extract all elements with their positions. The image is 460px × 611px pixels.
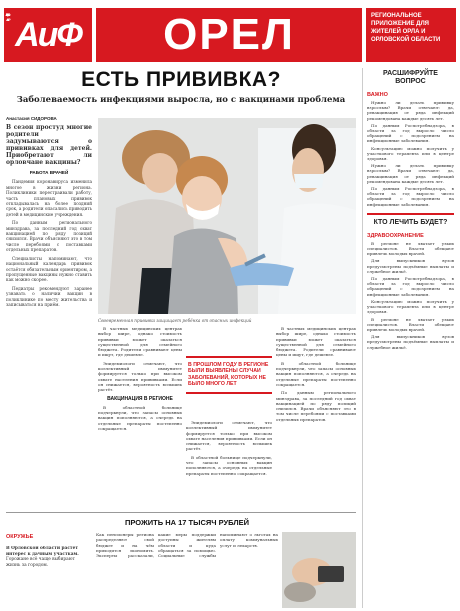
issue-number: № 16 | 2022 (6, 12, 7, 17)
bottom-tag: ОКРУЖЬЕ (6, 534, 34, 540)
sidebar-tag: ВАЖНО (367, 92, 388, 98)
paragraph: В областной больнице подчеркнули, что запасы основных вакцин пополняются, а очередь на отдельные препараты постепенно сокращается. (186, 454, 272, 476)
sidebar-tag-2: ЗДРАВООХРАНЕНИЕ (367, 232, 424, 239)
article-lead: В сезон простуд многие родители задумываются о прививках для детей. Приобретают ли орловчане вакцины? (6, 124, 92, 166)
vaccination-photo (98, 118, 356, 314)
sidebar-divider (367, 213, 454, 215)
paragraph: В областной больнице подчеркнули, что запасы основных вакцин пополняются, а очередь на отдельные препараты постепенно сокращается. (276, 360, 356, 387)
aif-logo[interactable] (4, 8, 92, 62)
article-column-3 (276, 326, 356, 512)
paragraph: Эпидемиологи отмечают, что коллективный иммунитет формируется только при высоком охвате населения прививками. Если он снижается, вероятность вспышек растёт. (98, 360, 182, 393)
paragraph: Нужно ли делать прививку взрослым? Врачи отвечают: да, ревакцинация от ряда инфекций рекомендована каждые десять лет. (367, 100, 454, 121)
paragraph: По данным регионального минздрава, за последний год охват вакцинацией по ряду позиций снизился. Врачи объясняют это в том числе перебоями с поставками отдельных препаратов. (276, 390, 356, 422)
paragraph: Для выпускников вузов предусмотрены подъёмные выплаты и служебное жильё. (367, 258, 454, 274)
left-column (6, 124, 92, 502)
bottom-left-text (6, 546, 88, 608)
paragraph: В регионе не хватает узких специалистов. Власти обещают привлечь молодых врачей. (367, 240, 454, 257)
byline: Анастасия СИДОРОВА (6, 116, 57, 121)
paragraph: Педиатры рекомендуют заранее узнавать о наличии вакцин в поликлинике по месту жительства и записываться на приём. (6, 285, 92, 307)
bottom-lead: В Орловской области растёт интерес к дачным участкам. (6, 546, 79, 557)
dateline (6, 12, 9, 22)
photo-illustration (98, 118, 356, 314)
paragraph: По данным Роспотребнадзора, в области за год выросло число обращений с подозрением на инфекционные заболевания. (367, 186, 454, 207)
article-headline[interactable]: ЕСТЬ ПРИВИВКА? (81, 68, 281, 91)
paragraph: По данным регионального минздрава, за последний год охват вакцинацией по ряду позиций снизился. Врачи объясняют это в том числе перебоями с поставками отдельных препаратов. (6, 220, 92, 253)
paragraph: Консультацию можно получить у участкового терапевта или в центре здоровья. (367, 145, 454, 162)
city-name: ОРЕЛ (163, 10, 295, 59)
paragraph: В частных медицинских центрах выбор шире, однако стоимость прививки может оказаться существенной для семейного бюджета. Родители сравнивают цены и ищут, где дешевле. (276, 326, 356, 358)
logo-text: АиФ (15, 15, 81, 54)
paragraph: В частных медицинских центрах выбор шире, однако стоимость прививки может оказаться существенной для семейного бюджета. Родители сравнивают цены и ищут, где дешевле. (98, 326, 182, 358)
paragraph: По данным Роспотребнадзора, в области за год выросло число обращений с подозрением на инфекционные заболевания. (367, 122, 454, 144)
region-box: РЕГИОНАЛЬНОЕ ПРИЛОЖЕНИЕ ДЛЯ ЖИТЕЛЕЙ ОРЛА И ОРЛОВСКОЙ ОБЛАСТИ (366, 8, 456, 62)
sidebar-text (367, 100, 454, 207)
section-heading: РАБОТА ВРАЧЕЙ (29, 170, 69, 175)
paragraph: В областной больнице подчеркнули, что запасы основных вакцин пополняются, а очередь на отдельные препараты постепенно сокращается. (98, 404, 182, 432)
pull-quote: В ПРОШЛОМ ГОДУ В РЕГИОНЕ БЫЛИ ВЫЯВЛЕНЫ СЛУЧАИ ЗАБОЛЕВАНИЙ, КОТОРЫХ НЕ БЫЛО МНОГО ЛЕТ (186, 356, 272, 394)
article-header (6, 68, 356, 105)
paragraph: По данным Роспотребнадзора, в области за год выросло число обращений с подозрением на инфекционные заболевания. (367, 276, 454, 297)
masthead (4, 6, 456, 64)
bottom-headline[interactable]: ПРОЖИТЬ НА 17 ТЫСЯЧ РУБЛЕЙ (124, 518, 250, 527)
bottom-article-text: Как пенсионеры региона распределяют свой бюджет и на чём приходится экономить. Эксперты рассказали, какие меры поддержки доступны жителям области и куда обращаться за помощью. Социальные службы напоминают о льготах на оплату коммунальных услуг и лекарств. (96, 532, 278, 559)
bottom-divider (6, 512, 356, 513)
article-subhead: Заболеваемость инфекциями выросла, но с вакцинами проблема (16, 95, 346, 105)
paragraph: В регионе не хватает узких специалистов. Власти обещают привлечь молодых врачей. (367, 316, 454, 332)
paragraph: Консультацию можно получить у участкового терапевта или в центре здоровья. (367, 298, 454, 315)
article-column-2 (186, 420, 272, 512)
paragraph: Специалисты напоминают, что национальный календарь прививок остаётся обязательным ориентиром, а пропущенные вакцины нужно ставить как можно скорее. (6, 255, 92, 283)
paragraph: Пандемия коронавируса изменила многое в жизни региона. Поликлиники перестраивали работу, часть плановых прививок откладывалась на более поздний срок, а родители опасались приводить детей в медицинские учреждения. (6, 179, 92, 217)
issue-label: АиФ (6, 17, 9, 22)
city-title (96, 8, 362, 62)
paragraph: Эпидемиологи отмечают, что коллективный иммунитет формируется только при высоком охвате населения прививками. Если он снижается, вероятность вспышек растёт. (186, 420, 272, 452)
sidebar-text-2 (367, 241, 454, 350)
paragraph: Для выпускников вузов предусмотрены подъёмные выплаты и служебное жильё. (367, 334, 454, 350)
sidebar-title[interactable]: РАСШИФРУЙТЕ ВОПРОС (383, 70, 438, 85)
right-sidebar (362, 68, 454, 608)
paragraph: Горожане всё чаще выбирают жизнь за городом. (6, 557, 75, 568)
paragraph: Нужно ли делать прививку взрослым? Врачи отвечают: да, ревакцинация от ряда инфекций рекомендована каждые десять лет. (367, 163, 454, 184)
article-column-1 (98, 326, 182, 512)
sidebar-title-2[interactable]: КТО ЛЕЧИТЬ БУДЕТ? (373, 218, 448, 226)
mini-heading: ВАКЦИНАЦИЯ В РЕГИОНЕ (107, 395, 173, 402)
photo-caption: Своевременная прививка защищает ребёнка от опасных инфекций (98, 318, 252, 323)
bottom-photo (282, 532, 356, 608)
bottom-photo-illustration (282, 532, 356, 608)
